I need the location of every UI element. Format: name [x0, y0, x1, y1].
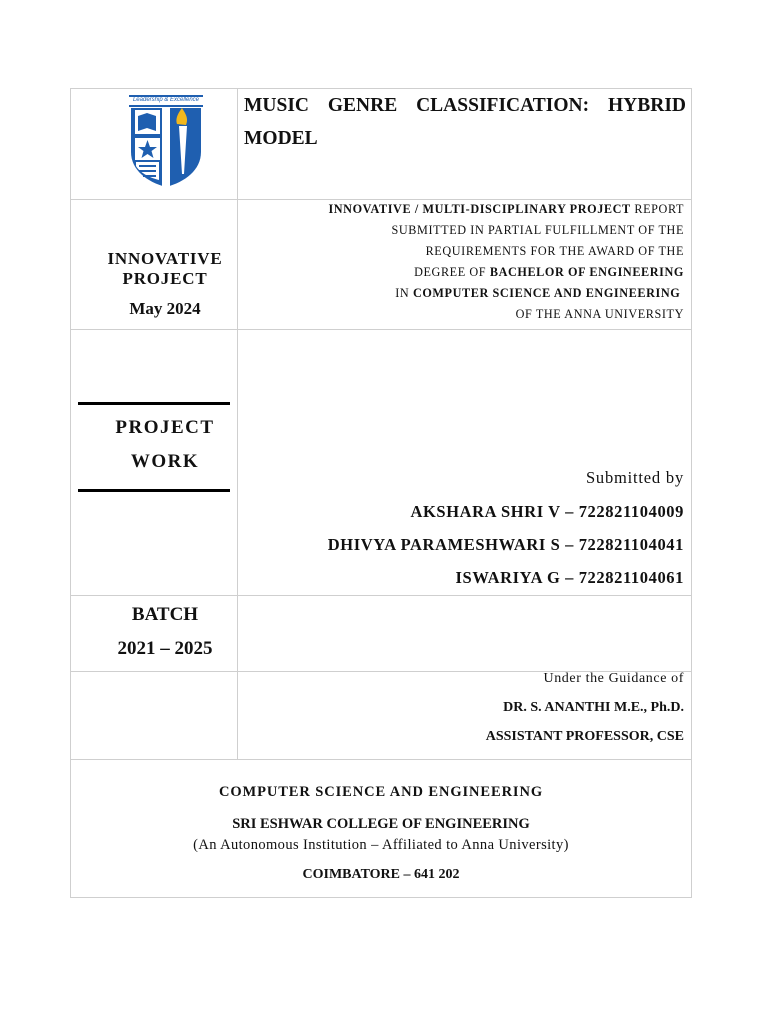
guide-name: DR. S. ANANTHI M.E., Ph.D. — [503, 700, 684, 715]
degree-name: BACHELOR OF ENGINEERING — [489, 265, 684, 279]
college-location: COIMBATORE – 641 202 — [302, 867, 460, 882]
student-name: DHIVYA PARAMESHWARI S – 722821104041 — [327, 535, 684, 554]
report-description — [264, 199, 684, 325]
project-work-bottom-rule — [78, 489, 230, 492]
university-line: OF THE ANNA UNIVERSITY — [515, 307, 684, 321]
row-divider — [71, 329, 691, 330]
department-name: COMPUTER SCIENCE AND ENGINEERING — [218, 784, 544, 800]
report-type: INNOVATIVE / MULTI-DISCIPLINARY PROJECT — [328, 202, 631, 216]
guide-designation: ASSISTANT PROFESSOR, CSE — [485, 729, 684, 744]
project-work-top-rule — [78, 402, 230, 405]
submitted-by-label: Submitted by — [585, 468, 684, 487]
project-title: MUSIC GENRE CLASSIFICATION: HYBRID MODEL — [244, 95, 686, 149]
college-affiliation: (An Autonomous Institution – Affiliated to Anna University) — [193, 837, 569, 853]
guidance-label: Under the Guidance of — [543, 671, 684, 686]
project-work-line2: WORK — [130, 451, 200, 472]
project-work-line1: PROJECT — [115, 417, 215, 438]
report-line-2: SUBMITTED IN PARTIAL FULFILLMENT OF THE — [391, 223, 684, 237]
branch-name: COMPUTER SCIENCE AND ENGINEERING — [412, 286, 681, 300]
logo-ribbon-text: Leadership & Excellence — [132, 97, 200, 103]
shield-logo-icon — [129, 94, 203, 188]
innovative-project-label — [71, 249, 259, 289]
branch-prefix: IN — [395, 286, 413, 300]
college-logo — [129, 94, 203, 188]
row-divider — [71, 595, 691, 596]
student-name: ISWARIYA G – 722821104061 — [455, 568, 684, 587]
batch-label — [71, 598, 259, 666]
college-name: SRI ESHWAR COLLEGE OF ENGINEERING — [232, 816, 530, 832]
title-page-frame — [70, 88, 692, 898]
batch-label-text: BATCH — [131, 604, 199, 625]
row-divider — [71, 759, 691, 760]
student-name: AKSHARA SHRI V – 722821104009 — [410, 502, 684, 521]
report-line-3: REQUIREMENTS FOR THE AWARD OF THE — [425, 244, 684, 258]
project-work-label — [71, 411, 259, 479]
project-date: May 2024 — [129, 299, 201, 318]
degree-prefix: DEGREE OF — [414, 265, 490, 279]
student-list — [328, 495, 684, 594]
innovative-label-line1: INNOVATIVE — [107, 249, 223, 268]
report-word: REPORT — [630, 202, 684, 216]
innovative-label-line2: PROJECT — [122, 269, 208, 288]
batch-years: 2021 – 2025 — [117, 638, 213, 659]
